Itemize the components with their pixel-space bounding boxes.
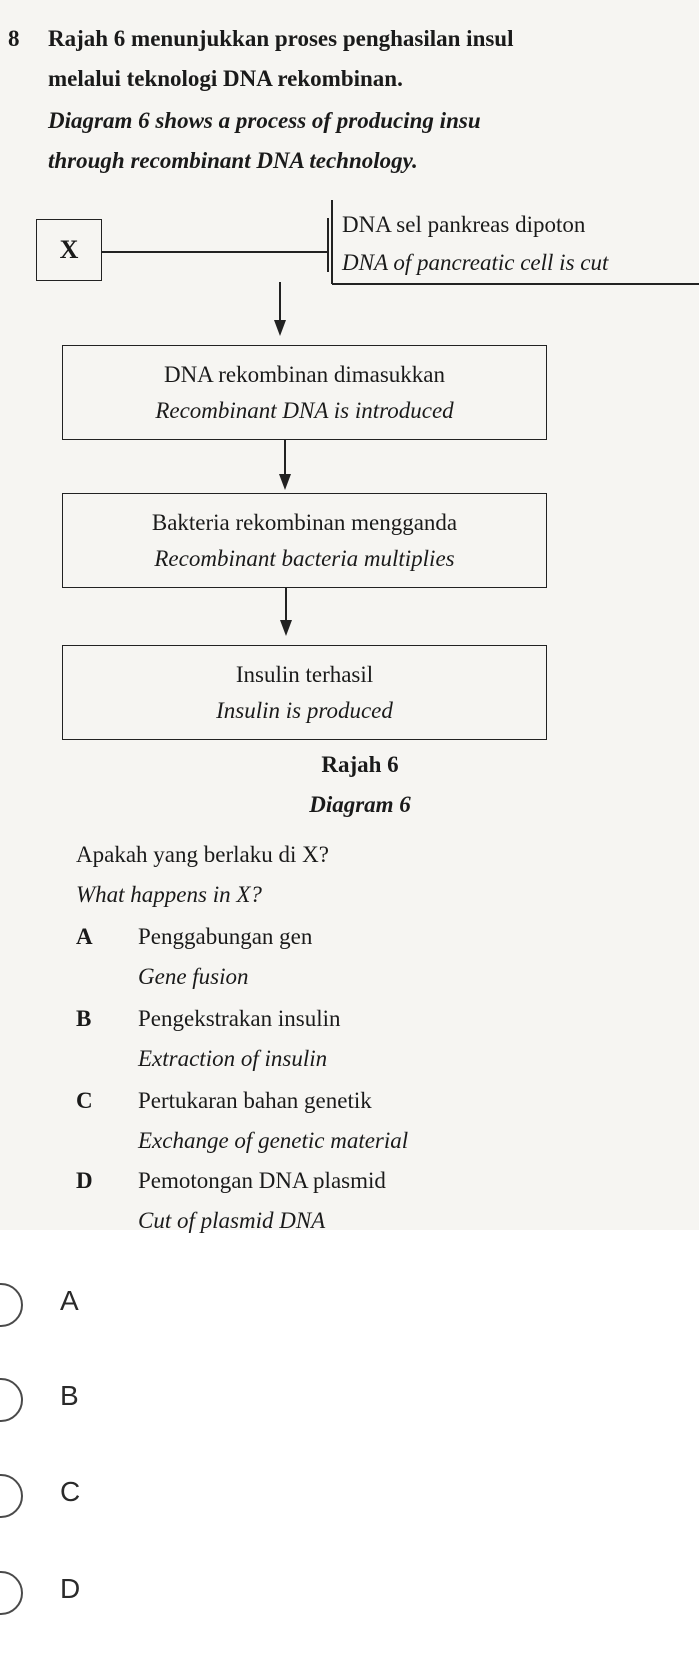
step-english: Recombinant DNA is introduced [155,397,454,423]
option-letter-d: D [76,1168,93,1193]
answer-choice-a[interactable] [0,1274,699,1344]
question-line-malay-2: melalui teknologi DNA rekombinan. [48,66,403,91]
option-d-english: Cut of plasmid DNA [138,1208,326,1233]
step-malay: Bakteria rekombinan mengganda [151,509,458,535]
x-label: X [59,234,79,264]
step-box-recombinant-dna [62,345,547,440]
option-letter-a: A [76,924,93,949]
option-c-english: Exchange of genetic material [138,1128,409,1153]
diagram-caption-malay: Rajah 6 [321,752,399,777]
option-d-malay: Pemotongan DNA plasmid [138,1168,386,1193]
radio-icon[interactable] [0,1474,23,1518]
answer-choice-label: D [60,1573,81,1604]
cut-connector [100,210,340,340]
cut-step-english: DNA of pancreatic cell is cut [342,250,609,275]
question-line-english-1: Diagram 6 shows a process of producing insu [48,108,481,133]
step-box-bacteria [62,493,547,588]
answer-choice-label: A [60,1285,79,1316]
x-box [36,219,102,281]
step-malay: DNA rekombinan dimasukkan [163,361,446,387]
question-number: 8 [8,26,20,51]
step-malay: Insulin terhasil [235,661,374,687]
question-line-english-2: through recombinant DNA technology. [48,148,418,173]
answer-choice-label: C [60,1476,81,1507]
question-line-malay-1: Rajah 6 menunjukkan proses penghasilan insul [48,26,514,51]
option-a-english: Gene fusion [138,964,249,989]
answer-choice-c[interactable] [0,1465,699,1535]
option-b-malay: Pengekstrakan insulin [138,1006,341,1031]
option-letter-b: B [76,1006,92,1031]
option-c-malay: Pertukaran bahan genetik [138,1088,372,1113]
radio-icon[interactable] [0,1378,23,1422]
answer-choice-d[interactable] [0,1562,699,1632]
radio-icon[interactable] [0,1283,23,1327]
arrow-down-icon [277,440,293,492]
step-english: Recombinant bacteria multiplies [154,545,455,571]
diagram-caption-english: Diagram 6 [309,792,411,817]
option-a-malay: Penggabungan gen [138,924,313,949]
step-english: Insulin is produced [216,697,393,723]
arrow-down-icon [278,588,294,638]
option-letter-c: C [76,1088,93,1113]
prompt-malay: Apakah yang berlaku di X? [76,842,329,867]
arrow-down-icon [272,282,288,338]
step-box-insulin [62,645,547,740]
prompt-english: What happens in X? [76,882,262,907]
answer-choice-label: B [60,1380,79,1411]
option-b-english: Extraction of insulin [138,1046,328,1071]
answer-choice-b[interactable] [0,1369,699,1439]
radio-icon[interactable] [0,1571,23,1615]
cut-step-malay: DNA sel pankreas dipoton [342,212,586,237]
